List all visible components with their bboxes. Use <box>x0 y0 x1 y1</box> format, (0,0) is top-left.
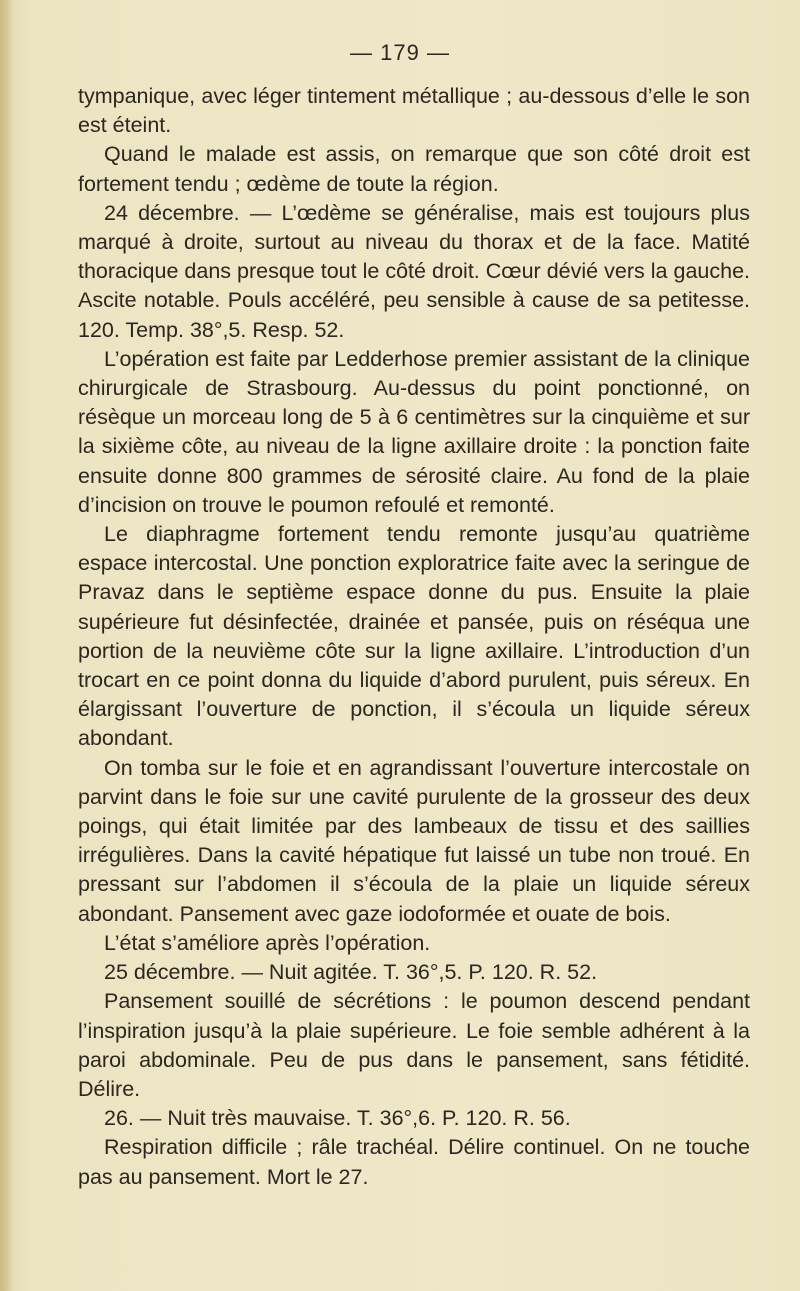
paragraph-dressing: Pansement souillé de sécrétions : le poumon descend pendant l’inspiration jusqu’à la plaie supérieure. Le foie semble adhérent à la paroi abdominale. Peu de pus dans le pansement, sans fétidité. Délire. <box>78 989 750 1101</box>
paragraph-seated-patient: Quand le malade est assis, on remarque que son côté droit est fortement tendu ; œdème de toute la région. <box>78 142 750 196</box>
paragraph-continuation: tympanique, avec léger tintement métallique ; au-dessous d’elle le son est éteint. <box>78 84 750 138</box>
paragraph-death: Respiration difficile ; râle trachéal. Délire continuel. On ne touche pas au pansement. Mort le 27. <box>78 1135 750 1189</box>
paragraph-liver-cavity: On tomba sur le foie et en agrandissant l’ouverture intercostale on parvint dans le foie sur une cavité purulente de la grosseur des deux poings, qui était limitée par des lambeaux de tissu et des saillies irrégulières. Dans la cavité hépatique fut laissé un tube non troué. En pressant sur l’abdomen il s’écoula de la plaie un liquide séreux abondant. Pansement avec gaze iodoformée et ouate de bois. <box>78 755 750 926</box>
paragraph-operation: L’opération est faite par Ledderhose premier assistant de la clinique chirurgicale de Strasbourg. Au-dessus du point ponctionné, on résèque un morceau long de 5 à 6 centimètres sur la cinquième et sur la sixième côte, au niveau de la ligne axillaire droite : la ponction faite ensuite donne 800 grammes de sérosité claire. Au fond de la plaie d’incision on trouve le poumon refoulé et remonté. <box>78 346 750 517</box>
paragraph-diaphragm: Le diaphragme fortement tendu remonte jusqu’au quatrième espace intercostal. Une ponction exploratrice faite avec la seringue de Pravaz dans le septième espace donne du pus. Ensuite la plaie supérieure fut désinfectée, drainée et pansée, puis on réséqua une portion de la neuvième côte sur la ligne axillaire. L’introduction d’un trocart en ce point donna du liquide d’abord purulent, puis séreux. En élargissant l’ouverture de ponction, il s’écoula un liquide séreux abondant. <box>78 522 750 751</box>
paragraph-improvement: L’état s’améliore après l’opération. <box>104 930 431 955</box>
paragraph-dec-24: 24 décembre. — L’œdème se généralise, mais est toujours plus marqué à droite, surtout au niveau du thorax et de la face. Matité thoracique dans presque tout le côté droit. Cœur dévié vers la gauche. Ascite notable. Pouls accéléré, peu sensible à cause de sa petitesse. 120. Temp. 38°,5. Resp. 52. <box>78 200 750 342</box>
paragraph-dec-25: 25 décembre. — Nuit agitée. T. 36°,5. P. 120. R. 52. <box>104 960 598 985</box>
paragraph-dec-26: 26. — Nuit très mauvaise. T. 36°,6. P. 120. R. 56. <box>104 1106 571 1131</box>
page-number: — 179 — <box>350 40 450 65</box>
body-text <box>78 82 750 1192</box>
page-binding-shadow <box>0 0 14 1291</box>
